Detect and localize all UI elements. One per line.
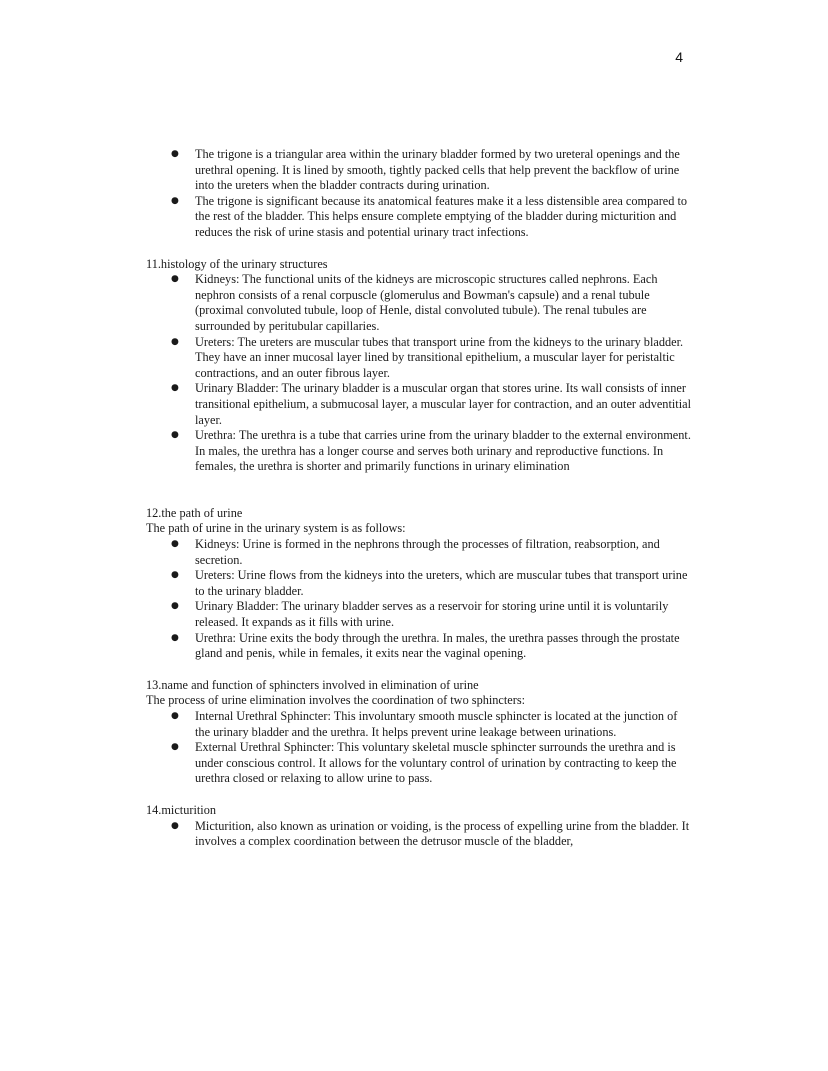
list-item: ● External Urethral Sphincter: This voluntary skeletal muscle sphincter surrounds the urethra and is under conscious control. It allows for the voluntary control of urination by contracting to keep the urethra closed or relaxing to allow urine to pass. — [195, 740, 691, 787]
document-body — [146, 147, 691, 850]
spacer — [146, 662, 691, 678]
spacer — [146, 787, 691, 803]
spacer — [146, 475, 691, 506]
list-item: ● Internal Urethral Sphincter: This involuntary smooth muscle sphincter is located at the junction of the urinary bladder and the urethra. It helps prevent urine leakage between urinations. — [195, 709, 691, 740]
list-item: ● Ureters: The ureters are muscular tubes that transport urine from the kidneys to the urinary bladder. They have an inner mucosal layer lined by transitional epithelium, a muscular layer for peristaltic contractions, and an outer fibrous layer. — [195, 335, 691, 382]
spacer — [146, 241, 691, 257]
list-item: ● Kidneys: Urine is formed in the nephrons through the processes of filtration, reabsorption, and secretion. — [195, 537, 691, 568]
section-heading-sphincters: 13.name and function of sphincters involved in elimination of urine — [146, 677, 479, 692]
list-item: ● Urethra: Urine exits the body through the urethra. In males, the urethra passes through the prostate gland and penis, while in females, it exits near the vaginal opening. — [195, 631, 691, 662]
section-heading-histology: 11.histology of the urinary structures — [146, 256, 328, 271]
section-intro-path: The path of urine in the urinary system is as follows: — [146, 521, 406, 536]
list-item: ● Ureters: Urine flows from the kidneys into the ureters, which are muscular tubes that transport urine to the urinary bladder. — [195, 568, 691, 599]
micturition-list — [146, 819, 691, 850]
list-item: ● Micturition, also known as urination or voiding, is the process of expelling urine from the bladder. It involves a complex coordination between the detrusor muscle of the bladder, — [195, 819, 691, 850]
histology-list — [146, 272, 691, 475]
path-list — [146, 537, 691, 662]
list-item: ● The trigone is a triangular area within the urinary bladder formed by two ureteral openings and the urethral opening. It is lined by smooth, tightly packed cells that help prevent the backflow of urine into the ureters when the bladder contracts during urination. — [195, 147, 691, 194]
list-item: ● Kidneys: The functional units of the kidneys are microscopic structures called nephrons. Each nephron consists of a renal corpuscle (glomerulus and Bowman's capsule) and a renal tubule (proximal convoluted tubule, loop of Henle, distal convoluted tubule). The renal tubules are surrounded by peritubular capillaries. — [195, 272, 691, 334]
section-heading-path: 12.the path of urine — [146, 505, 243, 520]
trigone-list — [146, 147, 691, 241]
list-item: ● Urethra: The urethra is a tube that carries urine from the urinary bladder to the external environment. In males, the urethra has a longer course and serves both urinary and reproductive functions. In females, the urethra is shorter and primarily functions in urinary elimination — [195, 428, 691, 475]
list-item: ● The trigone is significant because its anatomical features make it a less distensible area compared to the rest of the bladder. This helps ensure complete emptying of the bladder during micturition and reduces the risk of urine stasis and potential urinary tract infections. — [195, 194, 691, 241]
section-intro-sphincters: The process of urine elimination involves the coordination of two sphincters: — [146, 693, 526, 708]
list-item: ● Urinary Bladder: The urinary bladder serves as a reservoir for storing urine until it is voluntarily released. It expands as it fills with urine. — [195, 599, 691, 630]
list-item: ● Urinary Bladder: The urinary bladder is a muscular organ that stores urine. Its wall consists of inner transitional epithelium, a submucosal layer, a muscular layer for contraction, and an outer adventitial layer. — [195, 381, 691, 428]
section-heading-micturition: 14.micturition — [146, 802, 217, 817]
page-number: 4 — [675, 49, 683, 65]
sphincters-list — [146, 709, 691, 787]
